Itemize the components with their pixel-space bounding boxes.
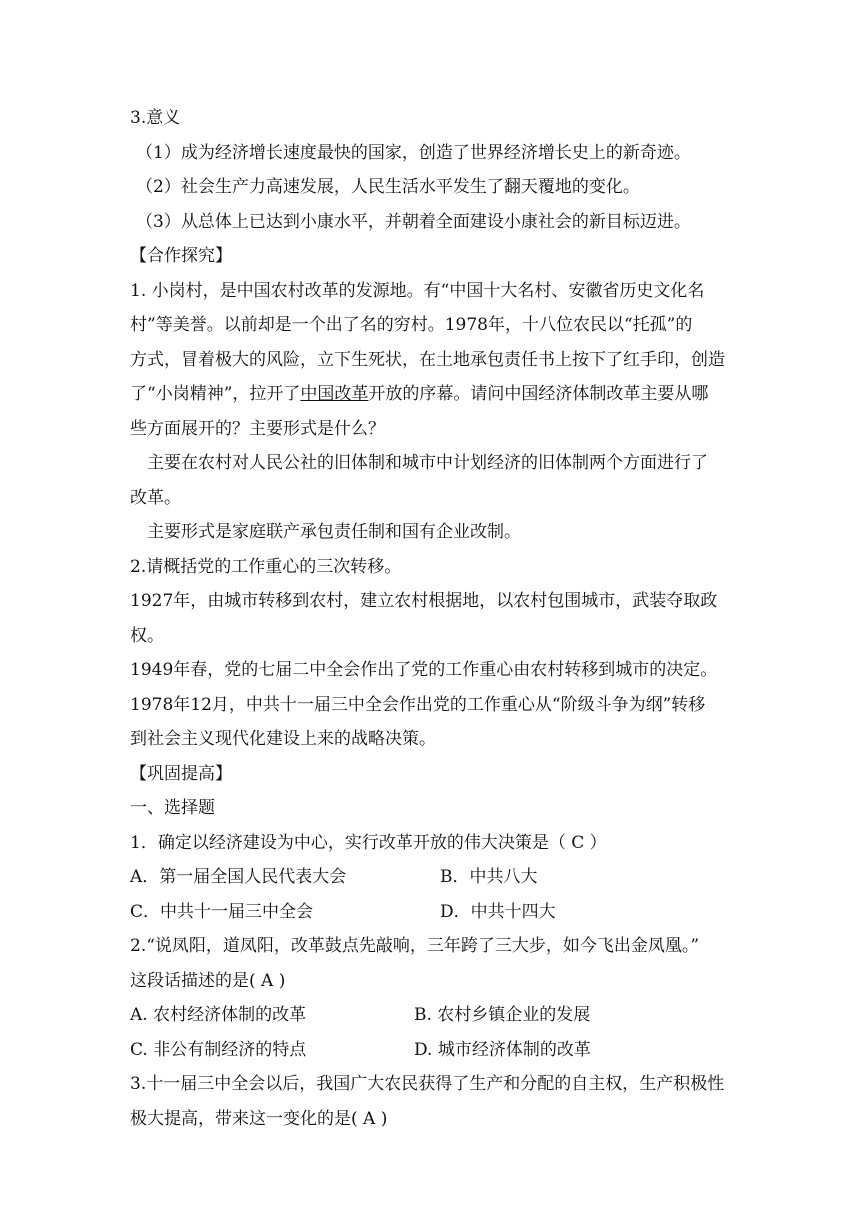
answer-1949: 1949年春，党的七届二中全会作出了党的工作重心由农村转移到城市的决定。	[130, 660, 718, 680]
question-1-line-5: 些方面展开的？主要形式是什么？	[130, 418, 385, 439]
choice-section-title: 一、选择题	[130, 798, 215, 818]
question-1-line-1: 1. 小岗村，是中国农村改革的发源地。有“中国十大名村、安徽省历史文化名	[130, 280, 705, 301]
question-1-line-4-pre: 了“小岗精神”，拉开了	[130, 384, 301, 404]
underlined-text: 中国改革	[300, 384, 369, 404]
significance-item-1: （1）成为经济增长速度最快的国家，创造了世界经济增长史上的新奇迹。	[136, 142, 691, 163]
question-1-line-3: 方式，冒着极大的风险，立下生死状，在土地承包责任书上按下了红手印，创造	[130, 349, 725, 370]
choice-question-1-options-ab	[130, 860, 736, 895]
option-c: C. 非公有制经济的特点	[130, 1039, 307, 1060]
question-1-line-4	[130, 377, 736, 412]
answer-1927-line-1: 1927年，由城市转移到农村，建立农村根据地，以农村包围城市，武装夺取政	[130, 591, 718, 611]
question-1-line-4-post: 开放的序幕。请问中国经济体制改革主要从哪	[368, 384, 709, 404]
option-a: A．第一届全国人民代表大会	[130, 867, 347, 887]
question-2-title: 2.请概括党的工作重心的三次转移。	[130, 556, 402, 577]
option-b: B. 农村乡镇企业的发展	[414, 1005, 591, 1025]
option-d: D．中共十四大	[440, 901, 556, 922]
significance-item-3: （3）从总体上已达到小康水平，并朝着全面建设小康社会的新目标迈进。	[136, 211, 691, 232]
choice-question-1-options-cd	[130, 895, 736, 930]
cooperation-heading: 【合作探究】	[130, 246, 232, 266]
question-1-line-2: 村”等美誉。以前却是一个出了名的穷村。1978年，十八位农民以“托孤”的	[130, 315, 693, 335]
option-d: D. 城市经济体制的改革	[414, 1039, 591, 1060]
consolidate-heading: 【巩固提高】	[130, 763, 232, 784]
option-b: B．中共八大	[440, 867, 538, 887]
document-page	[130, 101, 736, 1136]
choice-question-2-options-cd	[130, 1033, 736, 1068]
answer-1-line-1: 主要在农村对人民公社的旧体制和城市中计划经济的旧体制两个方面进行了	[147, 453, 708, 473]
choice-question-2-stem-line-1: 2.“说凤阳，道凤阳，改革鼓点先敲响，三年跨了三大步，如今飞出金凤凰。”	[130, 936, 700, 956]
option-a: A. 农村经济体制的改革	[130, 1005, 307, 1025]
answer-2: 主要形式是家庭联产承包责任制和国有企业改制。	[147, 522, 521, 542]
answer-1978-line-1: 1978年12月，中共十一届三中全会作出党的工作重心从“阶级斗争为纲”转移	[130, 694, 706, 715]
significance-item-2: （2）社会生产力高速发展，人民生活水平发生了翻天覆地的变化。	[136, 177, 640, 197]
choice-question-3-stem-line-2: 极大提高，带来这一变化的是( A )	[130, 1108, 388, 1129]
answer-1927-line-2: 权。	[130, 625, 164, 646]
answer-1-line-2: 改革。	[130, 487, 181, 508]
section-title: 3.意义	[130, 108, 181, 128]
choice-question-2-options-ab	[130, 998, 736, 1033]
choice-question-3-stem-line-1: 3.十一届三中全会以后，我国广大农民获得了生产和分配的自主权，生产积极性	[130, 1074, 725, 1094]
option-c: C．中共十一届三中全会	[130, 901, 314, 922]
choice-question-2-stem-line-2: 这段话描述的是( A )	[130, 970, 286, 991]
answer-1978-line-2: 到社会主义现代化建设上来的战略决策。	[130, 729, 436, 749]
choice-question-1-stem: 1．确定以经济建设为中心，实行改革开放的伟大决策是（ C ）	[130, 832, 607, 853]
